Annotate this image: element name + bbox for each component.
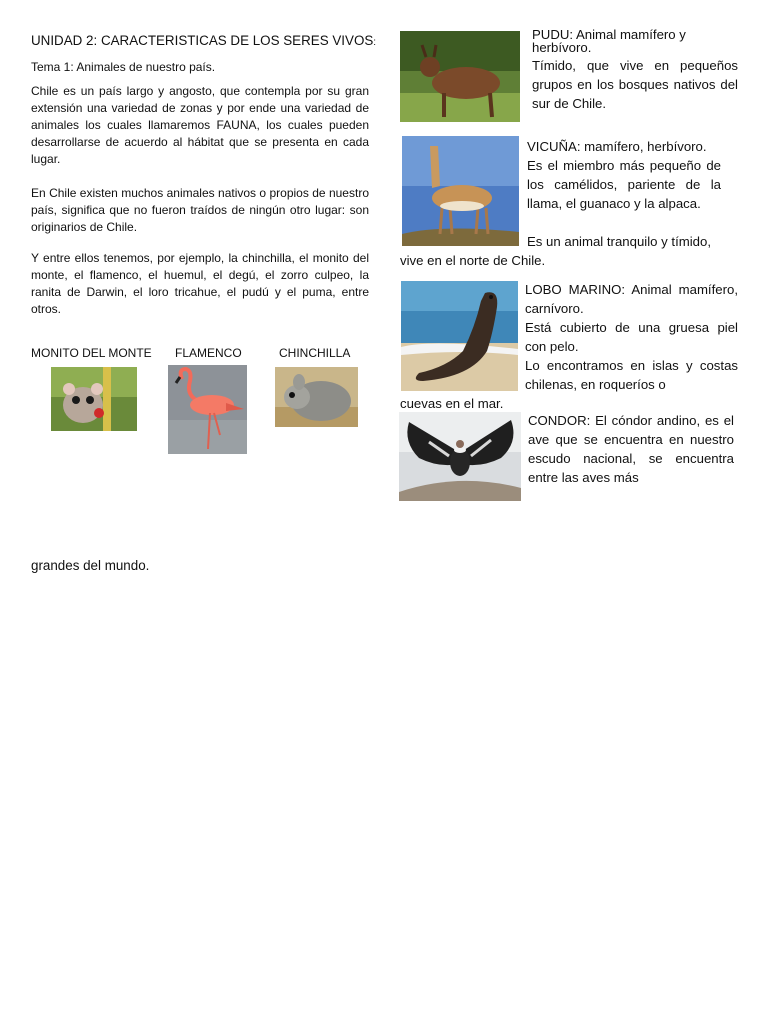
- caption-flamenco: FLAMENCO: [175, 346, 242, 360]
- lobo-tail: cuevas en el mar.: [400, 396, 504, 411]
- vicuna-description-2: Es un animal tranquilo y tímido,: [527, 234, 711, 249]
- lobo-description: Está cubierto de una gruesa piel con pelo.: [525, 320, 738, 354]
- topic-title: Tema 1: Animales de nuestro país.: [31, 60, 216, 74]
- pudu-heading: PUDU: Animal mamífero y herbívoro.: [532, 27, 686, 55]
- vicuna-tail: vive en el norte de Chile.: [400, 253, 546, 268]
- pudu-description: Tímido, que vive en pequeños grupos en los bosques nativos del sur de Chile.: [532, 58, 738, 111]
- continuation-text: grandes del mundo.: [31, 558, 150, 573]
- vicuna-image: [402, 136, 519, 246]
- caption-chinchilla: CHINCHILLA: [279, 346, 351, 360]
- chinchilla-image: [275, 367, 358, 427]
- lobo-description-2: Lo encontramos en islas y costas chilenas, en roqueríos o: [525, 358, 738, 392]
- lobo-heading: LOBO MARINO: Animal mamífero, carnívoro.: [525, 282, 738, 316]
- vicuna-heading: VICUÑA: mamífero, herbívoro.: [527, 139, 707, 154]
- condor-image: [399, 412, 521, 501]
- paragraph-native: En Chile existen muchos animales nativos o propios de nuestro país, significa que no fueron traídos de ningún otro lugar: son originarios de Chile.: [31, 186, 369, 234]
- vicuna-description: Es el miembro más pequeño de los camélidos, pariente de la llama, el guanaco y la alpaca.: [527, 158, 721, 211]
- paragraph-examples: Y entre ellos tenemos, por ejemplo, la chinchilla, el monito del monte, el flamenco, el huemul, el degú, el zorro culpeo, la ranita de Darwin, el loro tricahue, el pudú y el puma, entre otros.: [31, 251, 369, 316]
- unit-title-colon: :: [373, 37, 377, 48]
- flamenco-image: [168, 365, 247, 454]
- lobo-marino-image: [401, 281, 518, 391]
- paragraph-intro: Chile es un país largo y angosto, que contempla por su gran extensión una variedad de zonas y por ende una variedad de animales los cuales llamaremos FAUNA, los cuales pueden desarrollarse de acuerdo al hábitat que se presenta en cada lugar.: [31, 84, 369, 166]
- pudu-image: [400, 31, 520, 122]
- unit-title-text: UNIDAD 2: CARACTERISTICAS DE LOS SERES VIVOS: [31, 33, 374, 48]
- monito-del-monte-image: [51, 367, 137, 431]
- condor-description: CONDOR: El cóndor andino, es el ave que se encuentra en nuestro escudo nacional, se encuentra entre las aves más: [528, 413, 734, 485]
- unit-title: [31, 32, 377, 52]
- caption-monito: MONITO DEL MONTE: [31, 346, 152, 360]
